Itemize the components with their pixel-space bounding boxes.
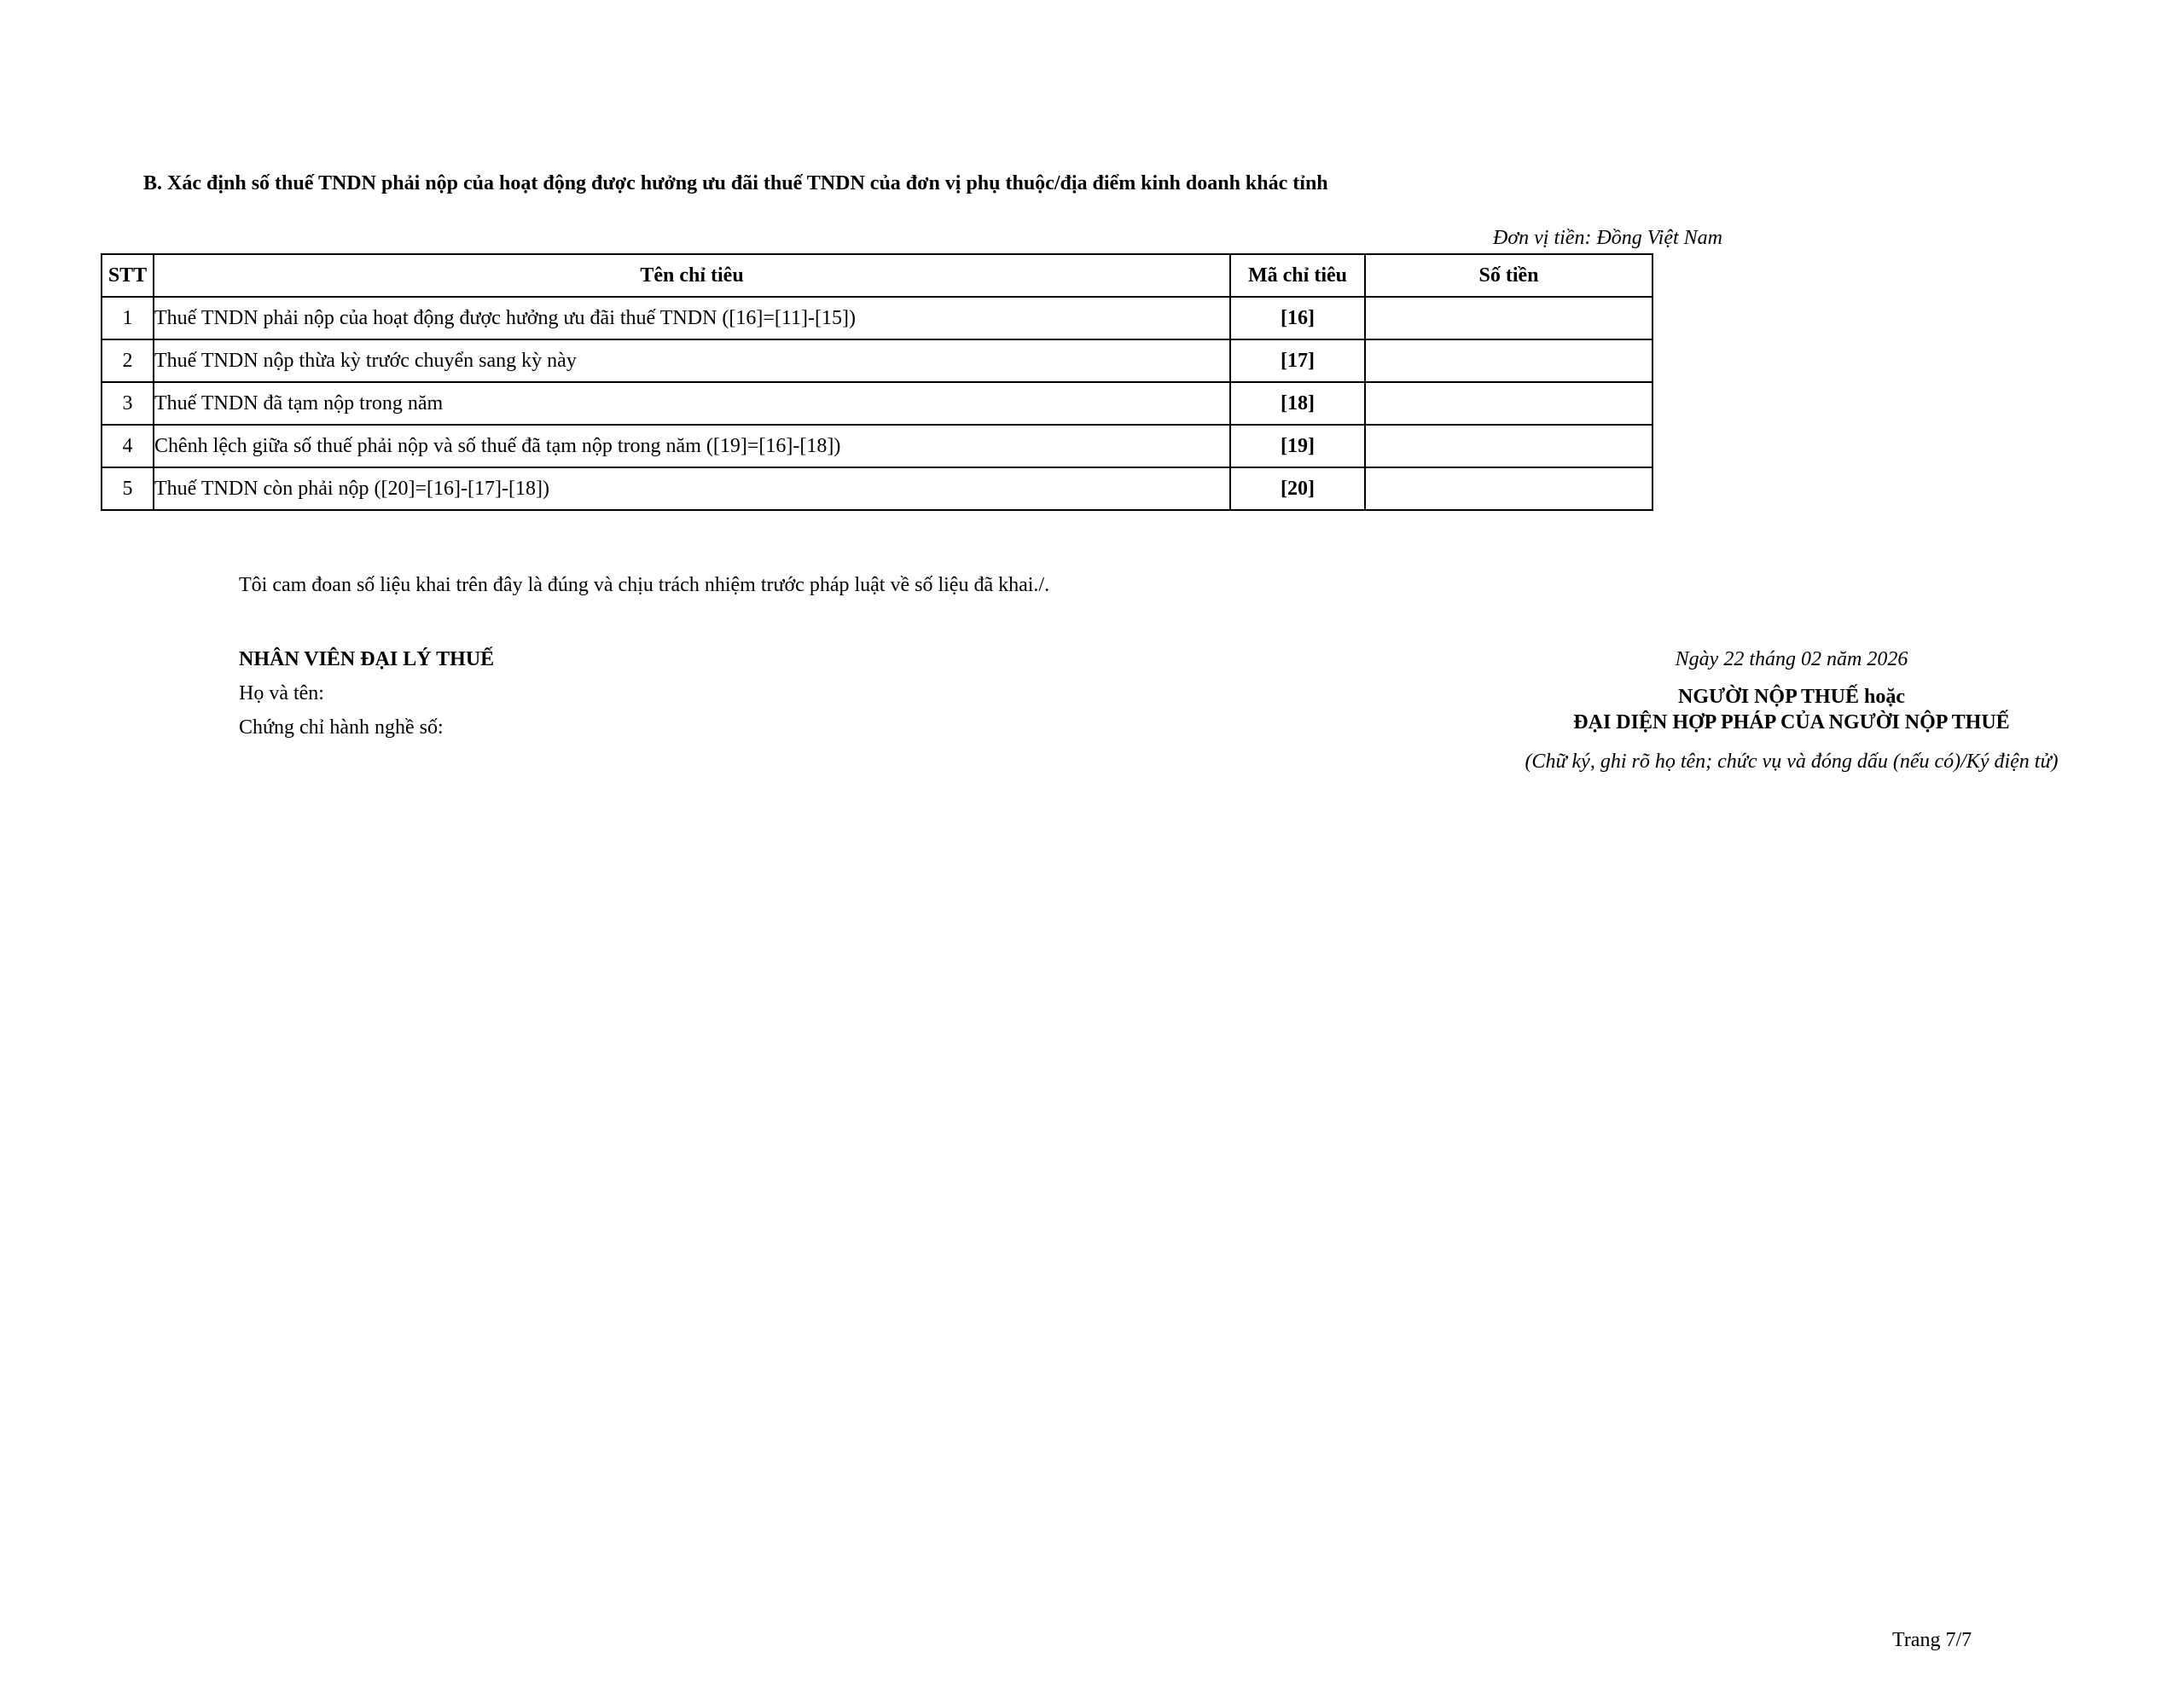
signature-title-line2: ĐẠI DIỆN HỢP PHÁP CỦA NGƯỜI NỘP THUẾ xyxy=(1573,711,2010,733)
row-name: Thuế TNDN đã tạm nộp trong năm xyxy=(154,382,1230,425)
header-stt: STT xyxy=(102,254,154,297)
row-stt: 4 xyxy=(102,425,154,467)
table-row xyxy=(102,297,1653,339)
page-number: Trang 7/7 xyxy=(1892,1629,1972,1651)
signature-date: Ngày 22 tháng 02 năm 2026 xyxy=(1675,648,1908,670)
table-row xyxy=(102,339,1653,382)
table-row xyxy=(102,382,1653,425)
row-amount[interactable] xyxy=(1365,425,1653,467)
row-name: Thuế TNDN phải nộp của hoạt động được hưởng ưu đãi thuế TNDN ([16]=[11]-[15]) xyxy=(154,297,1230,339)
row-stt: 2 xyxy=(102,339,154,382)
row-amount[interactable] xyxy=(1365,339,1653,382)
row-amount[interactable] xyxy=(1365,467,1653,510)
commitment-statement: Tôi cam đoan số liệu khai trên đây là đúng và chịu trách nhiệm trước pháp luật về số liệu đã khai./. xyxy=(239,574,1050,596)
tax-agent-name-label: Họ và tên: xyxy=(239,682,324,704)
tax-table xyxy=(101,253,1653,511)
section-title: B. Xác định số thuế TNDN phải nộp của hoạt động được hưởng ưu đãi thuế TNDN của đơn vị phụ thuộc/địa điểm kinh doanh khác tỉnh xyxy=(143,172,1328,194)
header-code: Mã chỉ tiêu xyxy=(1230,254,1365,297)
currency-unit-note: Đơn vị tiền: Đồng Việt Nam xyxy=(1493,227,1722,249)
row-amount[interactable] xyxy=(1365,382,1653,425)
header-amount: Số tiền xyxy=(1365,254,1653,297)
row-code: [16] xyxy=(1230,297,1365,339)
row-stt: 1 xyxy=(102,297,154,339)
table-row xyxy=(102,425,1653,467)
tax-agent-title: NHÂN VIÊN ĐẠI LÝ THUẾ xyxy=(239,648,495,670)
header-name: Tên chỉ tiêu xyxy=(154,254,1230,297)
table-header-row xyxy=(102,254,1653,297)
row-code: [18] xyxy=(1230,382,1365,425)
row-name: Chênh lệch giữa số thuế phải nộp và số thuế đã tạm nộp trong năm ([19]=[16]-[18]) xyxy=(154,425,1230,467)
row-stt: 5 xyxy=(102,467,154,510)
tax-agent-certificate-label: Chứng chỉ hành nghề số: xyxy=(239,716,444,739)
table-row xyxy=(102,467,1653,510)
signature-note: (Chữ ký, ghi rõ họ tên; chức vụ và đóng dấu (nếu có)/Ký điện tử) xyxy=(1525,751,2059,773)
row-amount[interactable] xyxy=(1365,297,1653,339)
row-stt: 3 xyxy=(102,382,154,425)
row-code: [19] xyxy=(1230,425,1365,467)
row-code: [17] xyxy=(1230,339,1365,382)
row-name: Thuế TNDN còn phải nộp ([20]=[16]-[17]-[18]) xyxy=(154,467,1230,510)
signature-title-line1: NGƯỜI NỘP THUẾ hoặc xyxy=(1677,686,1906,708)
row-name: Thuế TNDN nộp thừa kỳ trước chuyển sang kỳ này xyxy=(154,339,1230,382)
row-code: [20] xyxy=(1230,467,1365,510)
